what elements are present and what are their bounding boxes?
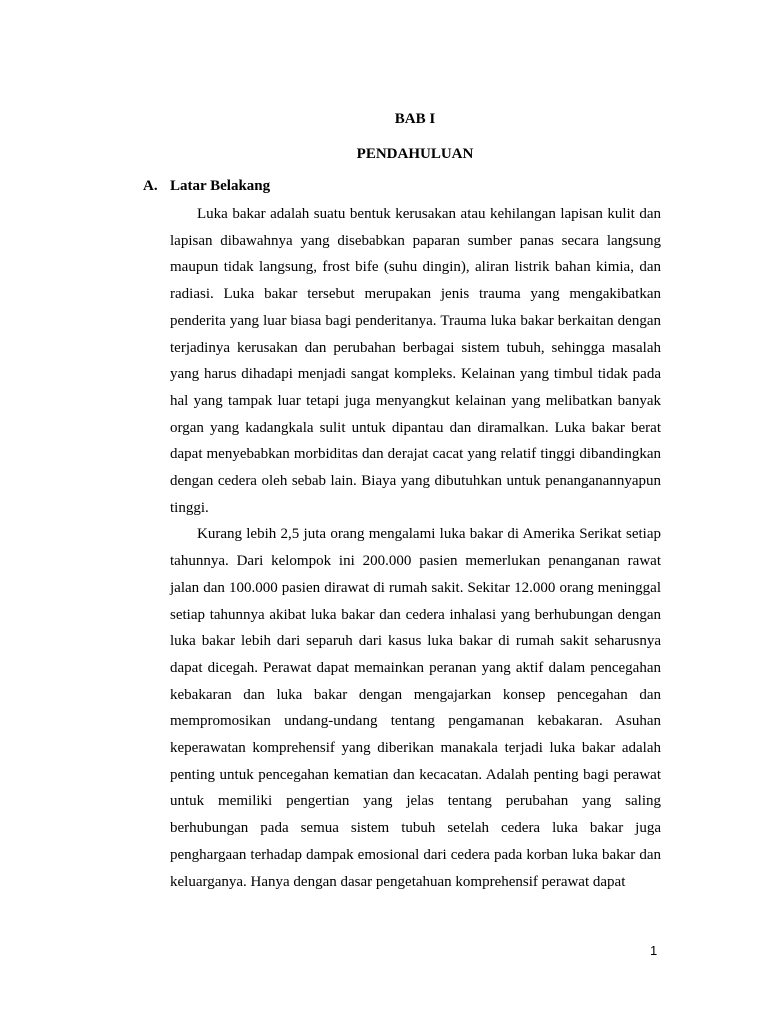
section-letter: A. (143, 178, 158, 194)
page-number: 1 (650, 943, 658, 958)
section-heading (143, 177, 270, 195)
body-text (170, 201, 661, 895)
paragraph: Kurang lebih 2,5 juta orang mengalami luka bakar di Amerika Serikat setiap tahunnya. Dari kelompok ini 200.000 pasien memerlukan penanganan rawat jalan dan 100.000 pasien dirawat di rumah sakit. Sekitar 12.000 orang meninggal setiap tahunnya akibat luka bakar dan cedera inhalasi yang berhubungan dengan luka bakar lebih dari separuh dari kasus luka bakar di rumah sakit seharusnya dapat dicegah. Perawat dapat memainkan peranan yang aktif dalam pencegahan kebakaran dan luka bakar dengan mengajarkan konsep pencegahan dan mempromosikan undang-undang tentang pengamanan kebakaran. Asuhan keperawatan komprehensif yang diberikan manakala terjadi luka bakar adalah penting untuk pencegahan kematian dan kecacatan. Adalah penting bagi perawat untuk memiliki pengertian yang jelas tentang perubahan yang saling berhubungan pada semua sistem tubuh setelah cedera luka bakar juga penghargaan terhadap dampak emosional dari cedera pada korban luka bakar dan keluarganya. Hanya dengan dasar pengetahuan komprehensif perawat dapat (170, 526, 661, 890)
chapter-title: PENDAHULUAN (356, 146, 474, 162)
chapter-label: BAB I (394, 111, 436, 127)
section-title: Latar Belakang (170, 178, 271, 194)
paragraph: Luka bakar adalah suatu bentuk kerusakan atau kehilangan lapisan kulit dan lapisan dibawahnya yang disebabkan paparan sumber panas secara langsung maupun tidak langsung, frost bife (suhu dingin), aliran listrik bahan kimia, dan radiasi. Luka bakar tersebut merupakan jenis trauma yang mengakibatkan penderita yang luar biasa bagi penderitanya. Trauma luka bakar berkaitan dengan terjadinya kerusakan dan perubahan berbagai sistem tubuh, sehingga masalah yang harus dihadapi menjadi sangat kompleks. Kelainan yang timbul tidak pada hal yang tampak luar tetapi juga menyangkut kelainan yang melibatkan banyak organ yang kadangkala sulit untuk dipantau dan diramalkan. Luka bakar berat dapat menyebabkan morbiditas dan derajat cacat yang relatif tinggi dibandingkan dengan cedera oleh sebab lain. Biaya yang dibutuhkan untuk penanganannyapun tinggi. (170, 206, 661, 516)
